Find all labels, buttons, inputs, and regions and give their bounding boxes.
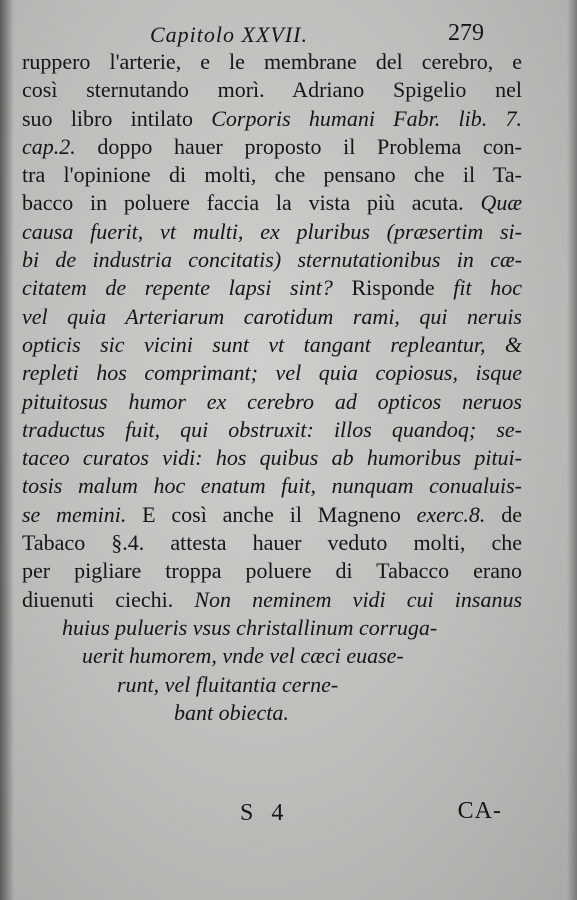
text-line: se memini. E così anche il Magneno exerc.8. de (22, 501, 522, 527)
text-line: opticis sic vicini sunt vt tangant repleantur, & (22, 331, 522, 357)
text-line: bacco in poluere faccia la vista più acuta. Quæ (22, 190, 522, 216)
text-line: causa fuerit, vt multi, ex pluribus (præsertim si- (22, 218, 522, 244)
text-line: diuenuti ciechi. Non neminem vidi cui insanus (22, 586, 522, 612)
text-line: ruppero l'arterie, e le membrane del cerebro, e (22, 49, 522, 74)
gutter-shadow (0, 0, 14, 900)
text-line: cap.2. doppo hauer proposto il Problema con- (22, 133, 522, 159)
text-line: traductus fuit, qui obstruxit: illos quandoq; se- (22, 416, 522, 442)
text-line: tra l'opinione di molti, che pensano che il Ta- (22, 162, 522, 188)
text-line: per pigliare troppa poluere di Tabacco erano (22, 558, 522, 584)
text-line: huius pulueris vsus christallinum corruga- (62, 614, 438, 640)
edge-shadow (567, 0, 577, 900)
text-line: repleti hos comprimant; vel quia copiosus, isque (22, 360, 522, 386)
text-line: Tabaco §.4. attesta hauer veduto molti, che (22, 530, 522, 556)
text-line: suo libro intilato Corporis humani Fabr. lib. 7. (22, 105, 522, 131)
text-line: vel quia Arteriarum carotidum rami, qui neruis (22, 303, 522, 329)
text-line: bi de industria concitatis) sternutationibus in cæ- (22, 247, 522, 273)
text-line: pituitosus humor ex cerebro ad opticos neruos (22, 388, 522, 414)
text-line: taceo curatos vidi: hos quibus ab humoribus pitui- (22, 445, 522, 471)
text-line: tosis malum hoc enatum fuit, nunquam conualuis- (22, 473, 522, 499)
body-text (22, 48, 522, 727)
text-line: bant obiecta. (174, 699, 289, 725)
page-number: 279 (448, 20, 484, 46)
text-line: così sternutando morì. Adriano Spigelio nel (22, 77, 522, 103)
catchword: CA- (457, 798, 502, 824)
signature-mark: S 4 (240, 800, 290, 826)
text-line: citatem de repente lapsi sint? Risponde fit hoc (22, 275, 522, 301)
running-title: Capitolo XXVII. (150, 22, 308, 47)
text-line: runt, vel fluitantia cerne- (117, 671, 339, 697)
text-line: uerit humorem, vnde vel cæci euase- (82, 643, 404, 669)
